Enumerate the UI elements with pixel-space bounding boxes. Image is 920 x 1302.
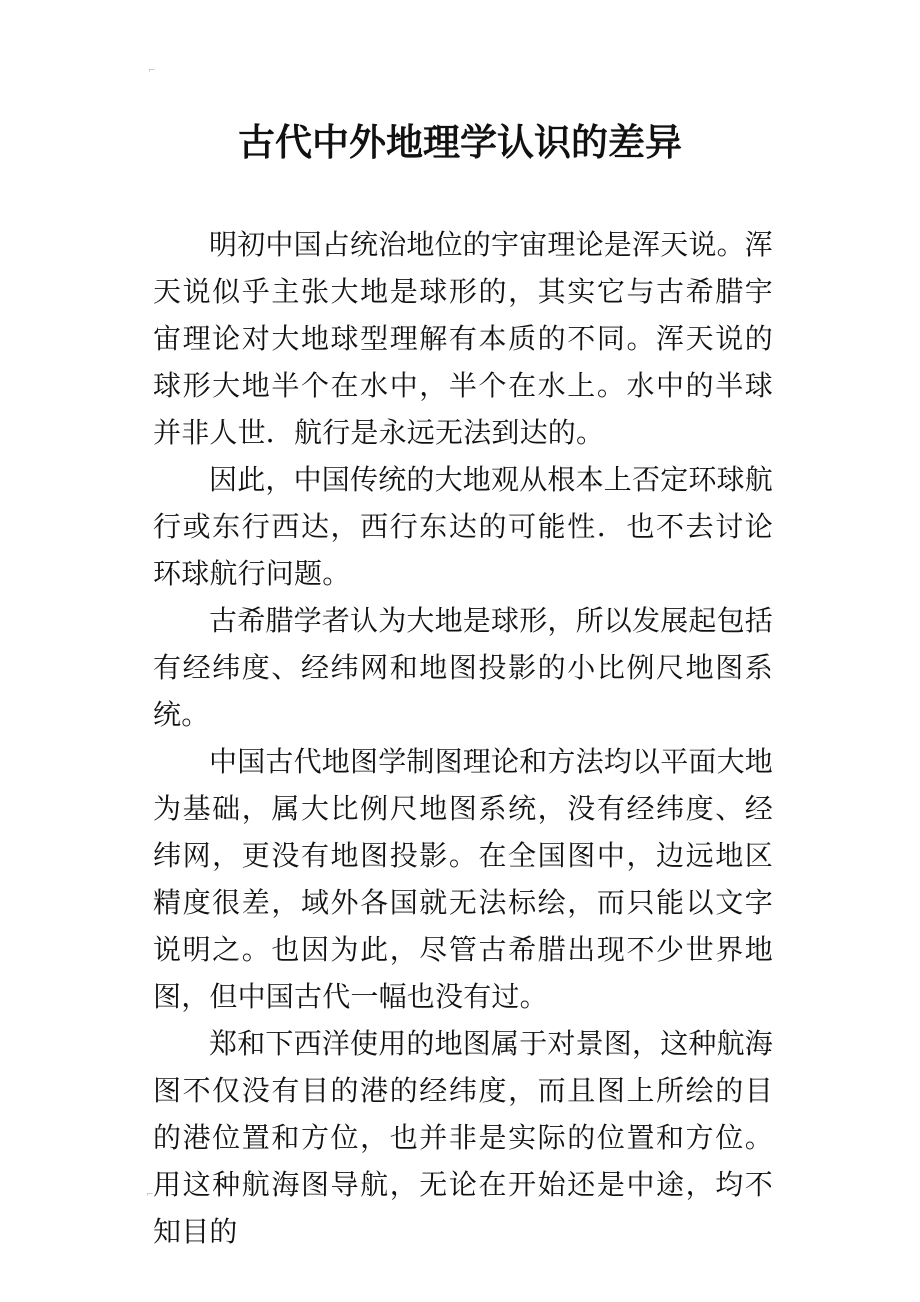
corner-mark-icon: ⌐ <box>148 66 156 76</box>
paragraph: 古希腊学者认为大地是球形，所以发展起包括有经纬度、经纬网和地图投影的小比例尺地图系统。 <box>153 604 774 731</box>
paragraph: 明初中国占统治地位的宇宙理论是浑天说。浑天说似乎主张大地是球形的，其实它与古希腊宇宙理论对大地球型理解有本质的不同。浑天说的球形大地半个在水中，半个在水上。水中的半球并非人世．航行是永远无法到达的。 <box>153 228 774 449</box>
paragraph: 因此，中国传统的大地观从根本上否定环球航行或东行西达，西行东达的可能性．也不去讨论环球航行问题。 <box>153 463 774 590</box>
document-body <box>153 221 773 1255</box>
document-title: 古代中外地理学认识的差异 <box>238 121 682 164</box>
paragraph: 中国古代地图学制图理论和方法均以平面大地为基础，属大比例尺地图系统，没有经纬度、经纬网，更没有地图投影。在全国图中，边远地区精度很差，域外各国就无法标绘，而只能以文字说明之。也因为此，尽管古希腊出现不少世界地图，但中国古代一幅也没有过。 <box>153 745 774 1013</box>
paragraph: 郑和下西洋使用的地图属于对景图，这种航海图不仅没有目的港的经纬度，而且图上所绘的目的港位置和方位，也并非是实际的位置和方位。用这种航海图导航，无论在开始还是中途，均不知目的 <box>153 1027 774 1248</box>
corner-mark-icon: ⌐ <box>146 1190 154 1200</box>
